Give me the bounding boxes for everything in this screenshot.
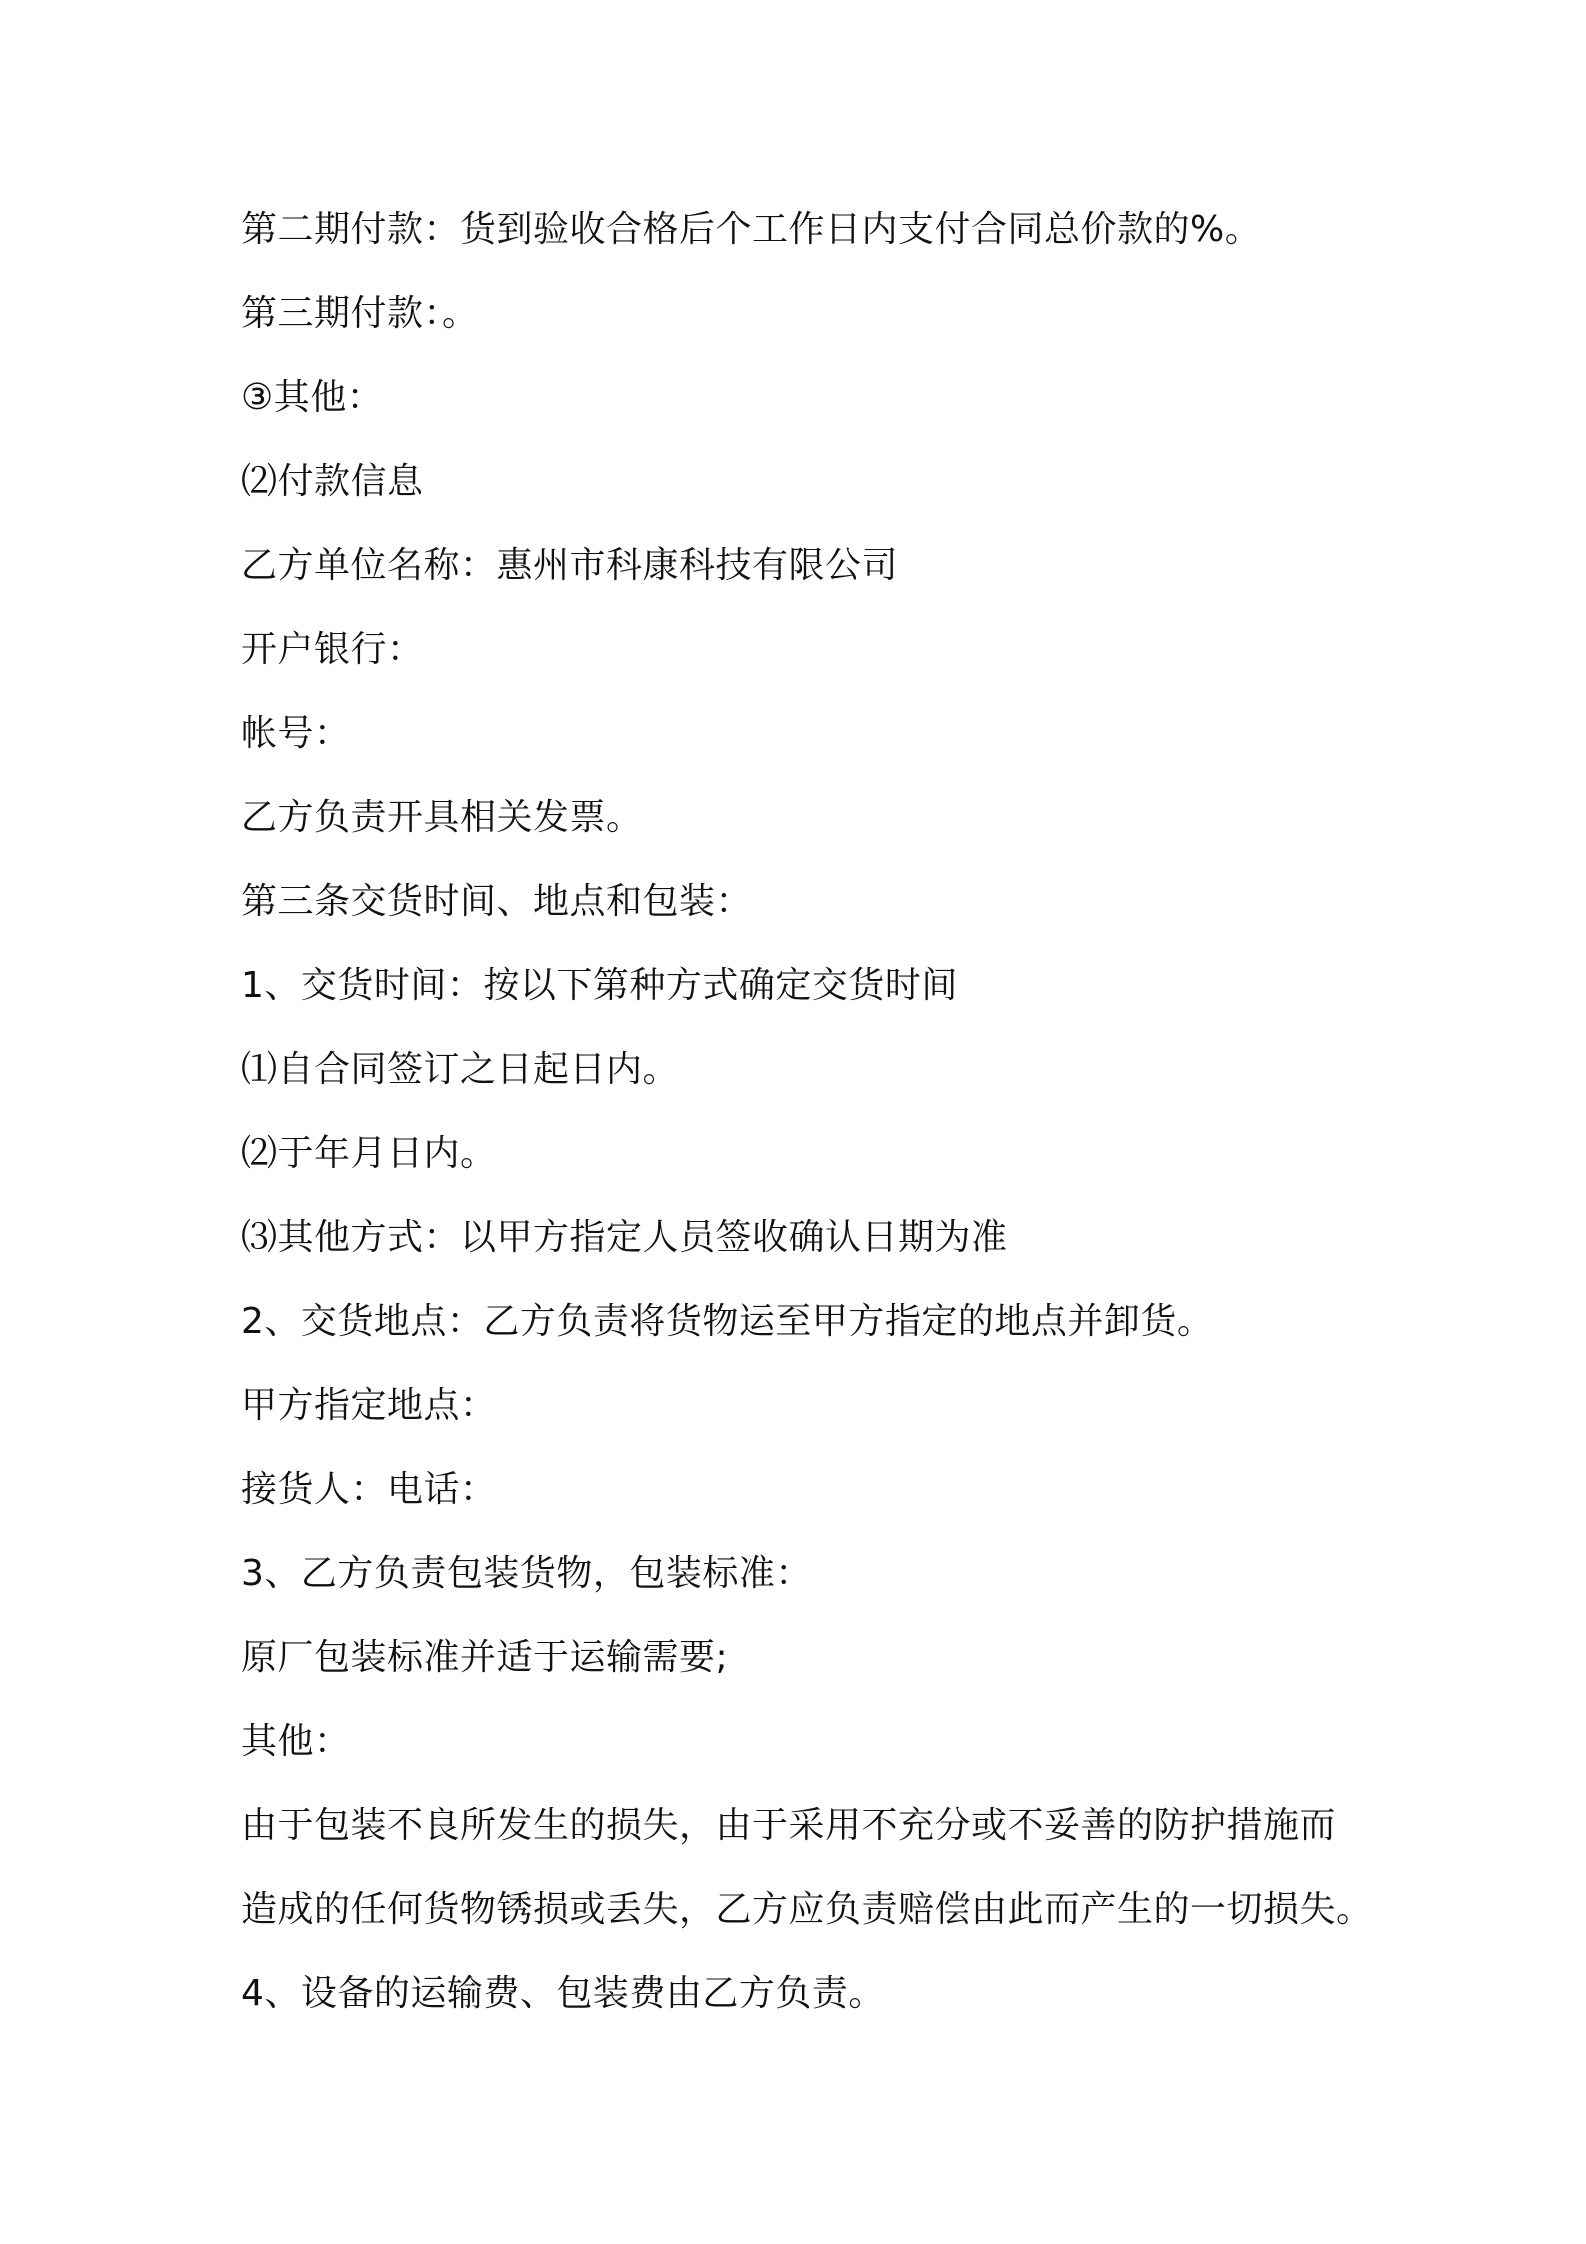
payment-other: ③其他： [241,377,384,418]
packaging-other: 其他： [241,1721,351,1762]
invoice-note: 乙方负责开具相关发票。 [241,797,643,838]
article-three-heading: 第三条交货时间、地点和包装： [241,881,753,922]
packaging-damage-clause-1: 由于包装不良所发生的损失，由于采用不充分或不妥善的防护措施而 [241,1805,1337,1846]
payment-third-installment: 第三期付款：。 [241,293,479,334]
delivery-time: 1、交货时间：按以下第种方式确定交货时间 [241,965,958,1006]
packaging-original: 原厂包装标准并适于运输需要; [241,1637,729,1678]
delivery-option-1: ⑴自合同签订之日起日内。 [241,1049,680,1090]
delivery-location: 2、交货地点：乙方负责将货物运至甲方指定的地点并卸货。 [241,1301,1214,1342]
packaging-standard: 3、乙方负责包装货物，包装标准： [241,1553,812,1594]
payment-second-installment: 第二期付款：货到验收合格后个工作日内支付合同总价款的%。 [241,209,1262,250]
packaging-damage-clause-2: 造成的任何货物锈损或丢失，乙方应负责赔偿由此而产生的一切损失。 [241,1889,1373,1930]
account-number: 帐号： [241,713,351,754]
payment-info-heading: ⑵付款信息 [241,461,424,502]
transport-fees: 4、设备的运输费、包装费由乙方负责。 [241,1973,885,2014]
party-a-location: 甲方指定地点： [241,1385,497,1426]
receiver-phone: 接货人：电话： [241,1469,497,1510]
delivery-option-2: ⑵于年月日内。 [241,1133,497,1174]
party-b-company-name: 乙方单位名称：惠州市科康科技有限公司 [241,545,899,586]
bank-name: 开户银行： [241,629,424,670]
delivery-option-3: ⑶其他方式：以甲方指定人员签收确认日期为准 [241,1217,1008,1258]
